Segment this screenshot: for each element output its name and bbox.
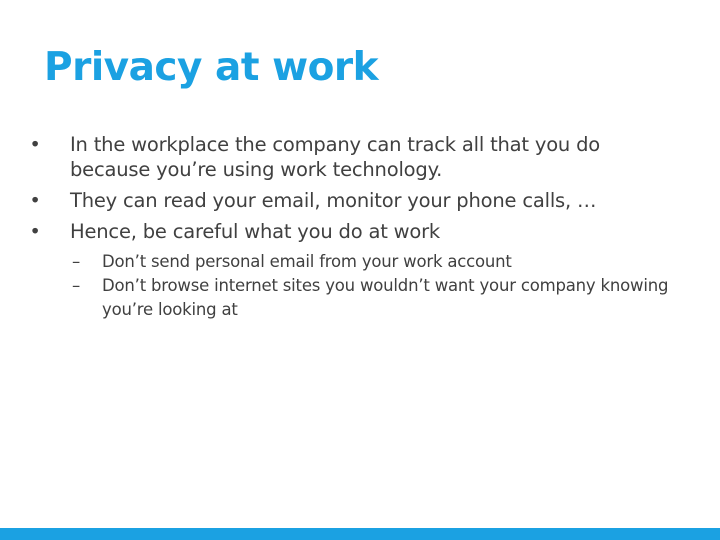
sub-bullet-list [28, 250, 678, 322]
bullet-list [28, 132, 678, 322]
sub-bullet-text: Don’t browse internet sites you wouldn’t want your company knowing you’re looking at [102, 276, 669, 319]
bullet-item [28, 188, 678, 213]
sub-bullet-marker: – [72, 276, 81, 295]
bullet-item [28, 132, 678, 182]
slide-title: Privacy at work [44, 45, 379, 90]
sub-bullet-text: Don’t send personal email from your work account [102, 252, 512, 271]
bullet-text: They can read your email, monitor your phone calls, … [70, 189, 597, 212]
bullet-marker: • [29, 189, 41, 212]
sub-bullet-item [28, 274, 678, 322]
bottom-accent-bar [0, 528, 720, 540]
bullet-text: In the workplace the company can track all that you do because you’re using work technology. [70, 133, 601, 181]
sub-bullet-item [28, 250, 678, 274]
sub-bullet-marker: – [72, 252, 81, 271]
bullet-marker: • [29, 133, 41, 156]
bullet-item [28, 219, 678, 244]
bullet-text: Hence, be careful what you do at work [70, 220, 441, 243]
bullet-marker: • [29, 220, 41, 243]
